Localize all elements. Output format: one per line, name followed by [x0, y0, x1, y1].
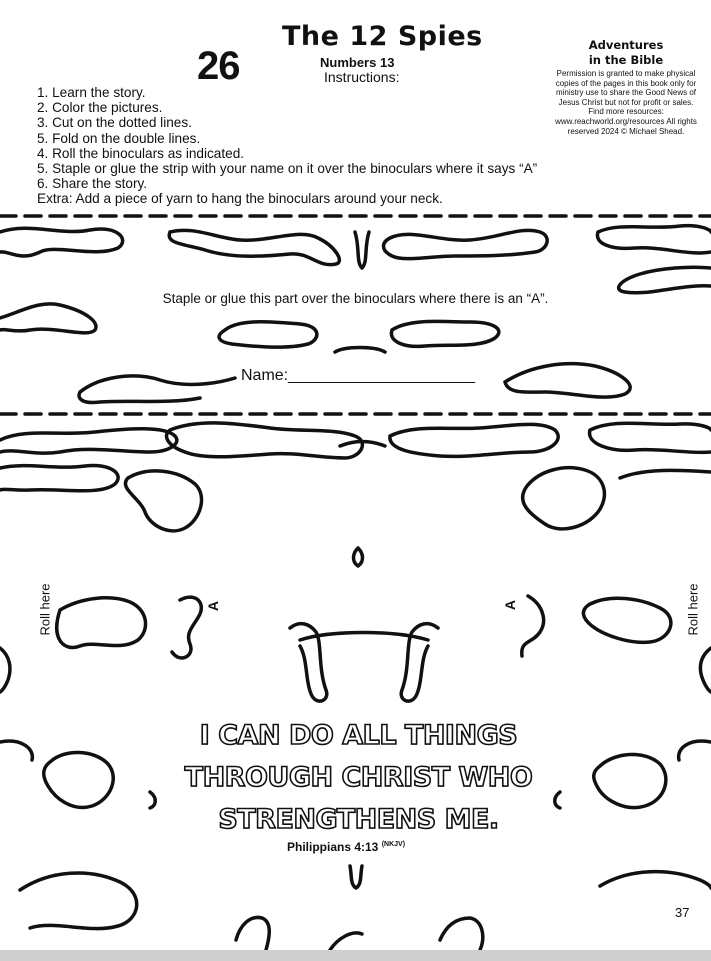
page-number: 37 [675, 905, 690, 920]
verse-line: I CAN DO ALL THINGS [199, 720, 518, 751]
camo-blob [20, 873, 137, 929]
verse-reference [287, 840, 405, 854]
camo-blob [600, 872, 711, 888]
camo-blob [594, 754, 666, 807]
camo-blob [0, 465, 118, 490]
camo-blob [522, 596, 544, 656]
camo-blob [590, 423, 711, 452]
camo-blob [330, 933, 362, 950]
camo-blob [700, 648, 711, 692]
camo-blob [172, 597, 201, 658]
page-title: The 12 Spies [282, 21, 483, 52]
camo-blob [620, 470, 711, 478]
staple-instruction: Staple or glue this part over the binoculars where there is an “A”. [162, 291, 549, 306]
camo-blob [391, 321, 498, 346]
camo-blob [354, 548, 363, 566]
camo-blob [384, 230, 548, 258]
camo-blob [0, 429, 177, 453]
camo-blob [555, 792, 560, 808]
camo-blob [169, 230, 339, 264]
instruction-item: 4. Roll the binoculars as indicated. [37, 145, 245, 161]
camo-blob [0, 304, 96, 333]
attach-marker-right: A [502, 599, 519, 611]
camo-blob [125, 471, 201, 531]
camo-blob [619, 267, 711, 293]
instruction-item: 5. Staple or glue the strip with your name on it over the binoculars where it says “A” [37, 161, 538, 177]
name-field: Name:_____________________ [241, 367, 475, 384]
camo-blob [0, 741, 32, 760]
instruction-item: 2. Color the pictures. [37, 100, 163, 116]
camo-blob [390, 424, 558, 456]
instruction-item: 1. Learn the story. [37, 85, 146, 100]
instructions-heading: Instructions: [324, 69, 400, 85]
instruction-item: 3. Cut on the dotted lines. [37, 115, 192, 131]
verse-line: THROUGH CHRIST WHO [184, 762, 533, 793]
camo-blob [440, 918, 483, 950]
camo-blob [219, 322, 317, 347]
camo-blob [166, 423, 362, 458]
permission-notice: Permission is granted to make physical copies of the pages in this book only for ministry use to share the Good News of Jesus Christ but not for profit or sales. Find more resources: www.reachworld.org/resources All rights reserved 2024 © Michael Shead. [555, 69, 697, 136]
camo-blob [523, 468, 605, 529]
camo-blob [150, 792, 155, 808]
attach-marker-left: A [205, 600, 222, 612]
camo-blob [583, 598, 670, 642]
instruction-item: 6. Share the story. [37, 176, 148, 192]
camo-blob [597, 226, 711, 253]
roll-here-label-left: Roll here [37, 583, 53, 636]
camo-blob [236, 917, 269, 950]
camo-blob [0, 228, 123, 256]
camo-blob [79, 376, 235, 403]
camo-blob [679, 741, 711, 760]
instruction-item: 5. Fold on the double lines. [37, 130, 201, 146]
viewer-background [0, 950, 711, 961]
series-title-line: Adventures [588, 38, 664, 52]
camo-blob [355, 232, 369, 268]
camo-blob [57, 598, 146, 648]
lesson-number: 26 [197, 44, 240, 88]
instruction-item: Extra: Add a piece of yarn to hang the binoculars around your neck. [37, 191, 443, 207]
camo-blob [44, 752, 114, 807]
verse-line: STRENGTHENS ME. [218, 804, 499, 835]
series-title [560, 38, 692, 68]
scripture-reference: Numbers 13 [320, 55, 395, 70]
camo-blob [335, 348, 385, 353]
camo-blob [350, 866, 362, 888]
roll-here-label-right: Roll here [685, 583, 701, 636]
camo-blob [0, 648, 10, 692]
camo-blob [505, 364, 630, 397]
series-title-line: in the Bible [588, 53, 664, 67]
instruction-list [37, 85, 537, 207]
verse-version: (NKJV) [381, 841, 406, 848]
verse-reference-text: Philippians 4:13 [287, 840, 379, 854]
